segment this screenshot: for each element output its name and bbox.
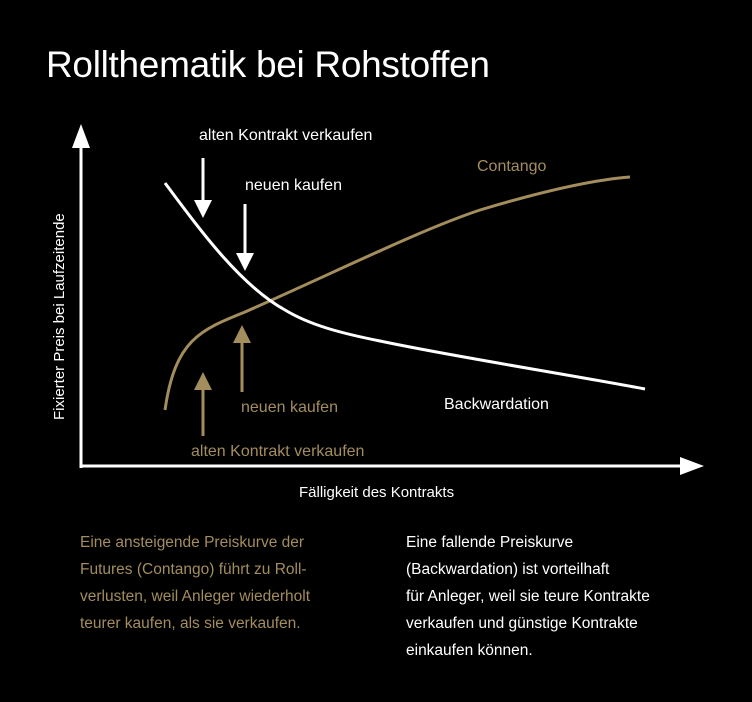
contango-explanation-line: Eine ansteigende Preiskurve der	[80, 534, 305, 551]
contango-curve-label: Contango	[477, 158, 547, 175]
contango-explanation-line: teurer kaufen, als sie verkaufen.	[80, 615, 301, 632]
contango-explanation-line: Futures (Contango) führt zu Roll-	[80, 561, 307, 578]
backwardation-explanation-line: Eine fallende Preiskurve	[406, 534, 574, 551]
backwardation-buy-arrow	[236, 204, 254, 271]
contango-explanation	[80, 529, 310, 637]
contango-buy-arrow	[233, 325, 251, 392]
backwardation-explanation-line: verkaufen und günstige Kontrakte	[406, 615, 638, 632]
backwardation-sell-label: alten Kontrakt verkaufen	[199, 127, 373, 144]
backwardation-curve	[165, 183, 645, 389]
x-axis-label: Fälligkeit des Kontrakts	[299, 484, 455, 501]
backwardation-sell-arrow	[194, 158, 212, 218]
backwardation-explanation-line: für Anleger, weil sie teure Kontrakte	[406, 588, 650, 605]
contango-sell-arrow	[194, 372, 212, 436]
y-axis-arrowhead	[72, 124, 90, 148]
page-title: Rollthematik bei Rohstoffen	[46, 44, 490, 85]
y-axis-label: Fixierter Preis bei Laufzeitende	[51, 213, 68, 420]
backwardation-explanation	[406, 529, 650, 664]
backwardation-buy-label: neuen kaufen	[245, 177, 342, 194]
backwardation-explanation-line: (Backwardation) ist vorteilhaft	[406, 561, 610, 578]
backwardation-explanation-line: einkaufen können.	[406, 642, 533, 659]
contango-sell-label: alten Kontrakt verkaufen	[191, 443, 365, 460]
x-axis-arrowhead	[680, 457, 704, 475]
contango-explanation-line: verlusten, weil Anleger wiederholt	[80, 588, 311, 605]
backwardation-curve-label: Backwardation	[444, 396, 549, 413]
contango-buy-label: neuen kaufen	[241, 399, 338, 416]
